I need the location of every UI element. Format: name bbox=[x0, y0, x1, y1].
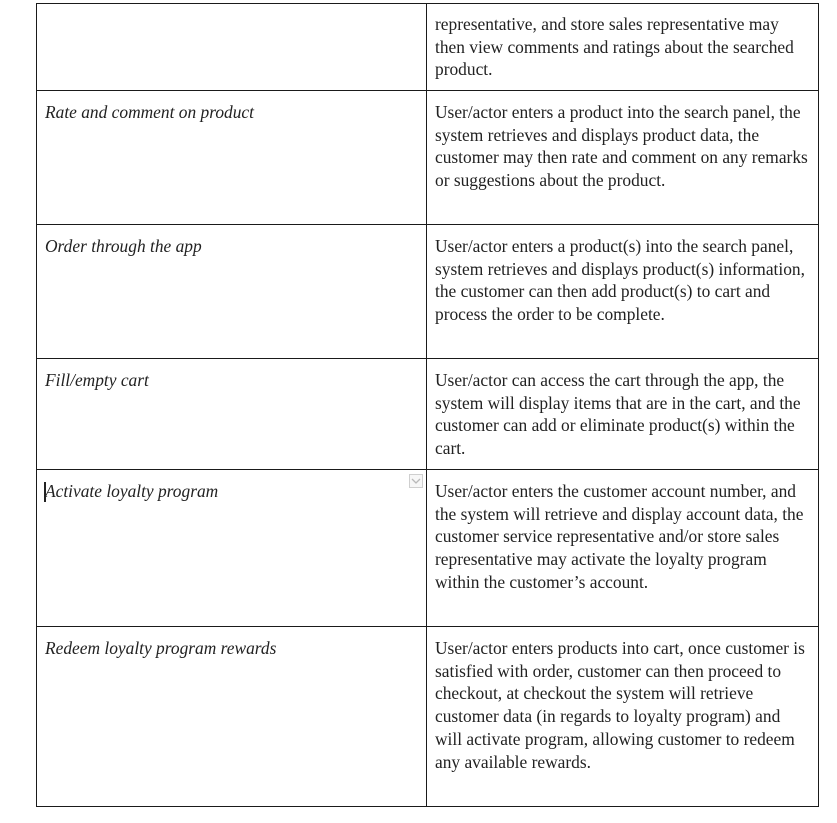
use-case-description-cell[interactable] bbox=[427, 470, 819, 627]
use-case-description-cell[interactable] bbox=[427, 627, 819, 807]
use-case-description-cell[interactable] bbox=[427, 225, 819, 359]
table-row bbox=[37, 4, 819, 91]
use-case-description: User/actor can access the cart through the app, the system will display items that are in the cart, and the customer can add or eliminate product(s) within the cart. bbox=[435, 370, 801, 459]
use-case-name-cell[interactable] bbox=[37, 4, 427, 91]
use-case-name-cell[interactable] bbox=[37, 627, 427, 807]
use-case-name: Rate and comment on product bbox=[45, 102, 254, 122]
use-case-table bbox=[36, 3, 819, 807]
chevron-down-icon[interactable] bbox=[409, 474, 423, 488]
table-row bbox=[37, 359, 819, 470]
use-case-name: Order through the app bbox=[45, 236, 202, 256]
table-row bbox=[37, 627, 819, 807]
use-case-name-cell[interactable] bbox=[37, 91, 427, 225]
table-row bbox=[37, 225, 819, 359]
table-row bbox=[37, 91, 819, 225]
use-case-description-cell[interactable] bbox=[427, 359, 819, 470]
use-case-name: Redeem loyalty program rewards bbox=[45, 638, 277, 658]
table-row bbox=[37, 470, 819, 627]
use-case-description-cell[interactable] bbox=[427, 4, 819, 91]
use-case-name: Fill/empty cart bbox=[45, 370, 149, 390]
use-case-description-cell[interactable] bbox=[427, 91, 819, 225]
use-case-name-cell[interactable] bbox=[37, 225, 427, 359]
use-case-name-cell[interactable] bbox=[37, 470, 427, 627]
use-case-name-cell[interactable] bbox=[37, 359, 427, 470]
use-case-description: User/actor enters the customer account number, and the system will retrieve and display account data, the customer service representative and/or store sales representative may activate the loyalty program within the customer’s account. bbox=[435, 481, 804, 592]
use-case-name: Activate loyalty program bbox=[45, 481, 219, 501]
use-case-description: representative, and store sales representative may then view comments and ratings about the searched product. bbox=[435, 14, 794, 80]
use-case-description: User/actor enters a product(s) into the search panel, system retrieves and displays product(s) information, the customer can then add product(s) to cart and process the order to be complete. bbox=[435, 236, 805, 325]
text-cursor-icon bbox=[44, 482, 46, 502]
use-case-description: User/actor enters a product into the search panel, the system retrieves and displays product data, the customer may then rate and comment on any remarks or suggestions about the product. bbox=[435, 102, 808, 191]
use-case-description: User/actor enters products into cart, once customer is satisfied with order, customer can then proceed to checkout, at checkout the system will retrieve customer data (in regards to loyalty program) and will activate program, allowing customer to redeem any available rewards. bbox=[435, 638, 805, 772]
